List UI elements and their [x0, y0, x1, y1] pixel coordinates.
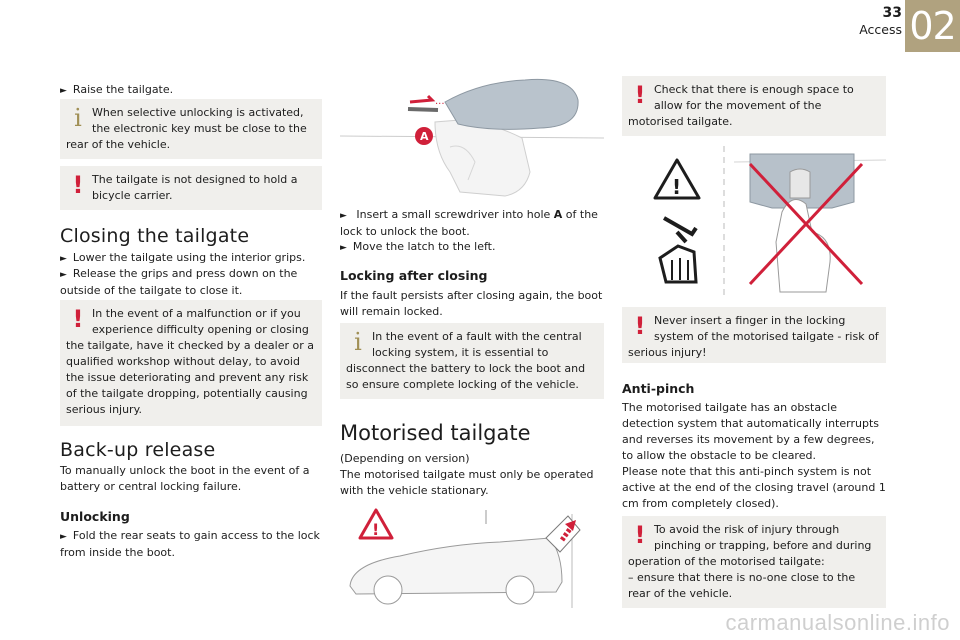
info-icon: i	[354, 328, 362, 356]
backup-release-text: To manually unlock the boot in the event of a battery or central locking failure.	[60, 464, 310, 493]
closing-tailgate-heading: Closing the tailgate	[60, 225, 250, 247]
note-never-insert-finger: ! Never insert a finger in the locking system of the motorised tailgate - risk of serious injury!	[622, 307, 886, 363]
warning-icon: !	[72, 305, 84, 333]
backup-release-heading: Back-up release	[60, 439, 216, 461]
warning-icon: !	[634, 521, 646, 549]
warning-icon: !	[634, 81, 646, 109]
unlocking-heading: Unlocking	[60, 509, 130, 524]
finger-warning-illustration	[622, 142, 886, 302]
note-electronic-key: i When selective unlocking is activated, the electronic key must be close to the rear of the vehicle.	[60, 99, 322, 159]
section-name: Access	[859, 22, 902, 37]
hand-pinch-icon	[660, 218, 696, 282]
warning-triangle-icon	[360, 510, 392, 539]
chapter-tab: 02	[905, 0, 960, 52]
locking-after-closing-heading: Locking after closing	[340, 268, 488, 283]
motorised-tailgate-illustration	[340, 504, 604, 610]
insert-screwdriver-step: ► Insert a small screwdriver into hole A of the lock to unlock the boot.	[340, 207, 604, 240]
warning-icon: !	[634, 312, 646, 340]
motorised-tailgate-heading: Motorised tailgate	[340, 421, 531, 445]
anti-pinch-heading: Anti-pinch	[622, 381, 695, 396]
callout-a-label: A	[420, 130, 429, 143]
note-injury-pinching: ! To avoid the risk of injury through pinching or trapping, before and during operation of the motorised tailgate: – ensure that there is no-one close to the rear of the vehicle.	[622, 516, 886, 608]
warning-triangle-icon	[655, 160, 699, 199]
watermark: carmanualsonline.info	[725, 610, 950, 635]
closing-step-1: ► Lower the tailgate using the interior grips.	[60, 250, 322, 267]
svg-text:···: ···	[435, 99, 445, 110]
note-injury-item: – ensure that there is no-one close to the rear of the vehicle.	[628, 571, 856, 600]
screwdriver-lock-illustration	[340, 62, 604, 202]
version-note: (Depending on version)	[340, 452, 470, 465]
motorised-tailgate-text: The motorised tailgate must only be operated with the vehicle stationary.	[340, 468, 594, 497]
warning-icon: !	[72, 171, 84, 199]
svg-text:!: !	[672, 175, 682, 199]
anti-pinch-text-2: Please note that this anti-pinch system is not active at the end of the closing travel (around 1 cm from completely closed).	[622, 465, 886, 510]
unlocking-step: ► Fold the rear seats to gain access to the lock from inside the boot.	[60, 528, 322, 561]
move-latch-step: ► Move the latch to the left.	[340, 239, 604, 256]
note-malfunction: ! In the event of a malfunction or if you experience difficulty opening or closing the tailgate, have it checked by a dealer or a qualified workshop without delay, to avoid the issue deteriorating and prevent any risk of the tailgate dropping, potentially causing serious injury.	[60, 300, 322, 426]
anti-pinch-text-1: The motorised tailgate has an obstacle detection system that automatically interrupts and reverses its movement by a few degrees, to allow the obstacle to be cleared.	[622, 401, 879, 462]
svg-text:!: !	[372, 520, 380, 539]
locking-after-closing-text: If the fault persists after closing again, the boot will remain locked.	[340, 289, 603, 318]
note-central-locking: i In the event of a fault with the central locking system, it is essential to disconnect the battery to lock the boot and so ensure complete locking of the vehicle.	[340, 323, 604, 399]
note-space-check: ! Check that there is enough space to allow for the movement of the motorised tailgate.	[622, 76, 886, 136]
raise-tailgate-step: ► Raise the tailgate.	[60, 82, 322, 99]
page-number: 33	[882, 5, 902, 21]
info-icon: i	[74, 104, 82, 132]
closing-step-2: ► Release the grips and press down on the outside of the tailgate to close it.	[60, 266, 322, 299]
note-bicycle-carrier: ! The tailgate is not designed to hold a bicycle carrier.	[60, 166, 322, 210]
